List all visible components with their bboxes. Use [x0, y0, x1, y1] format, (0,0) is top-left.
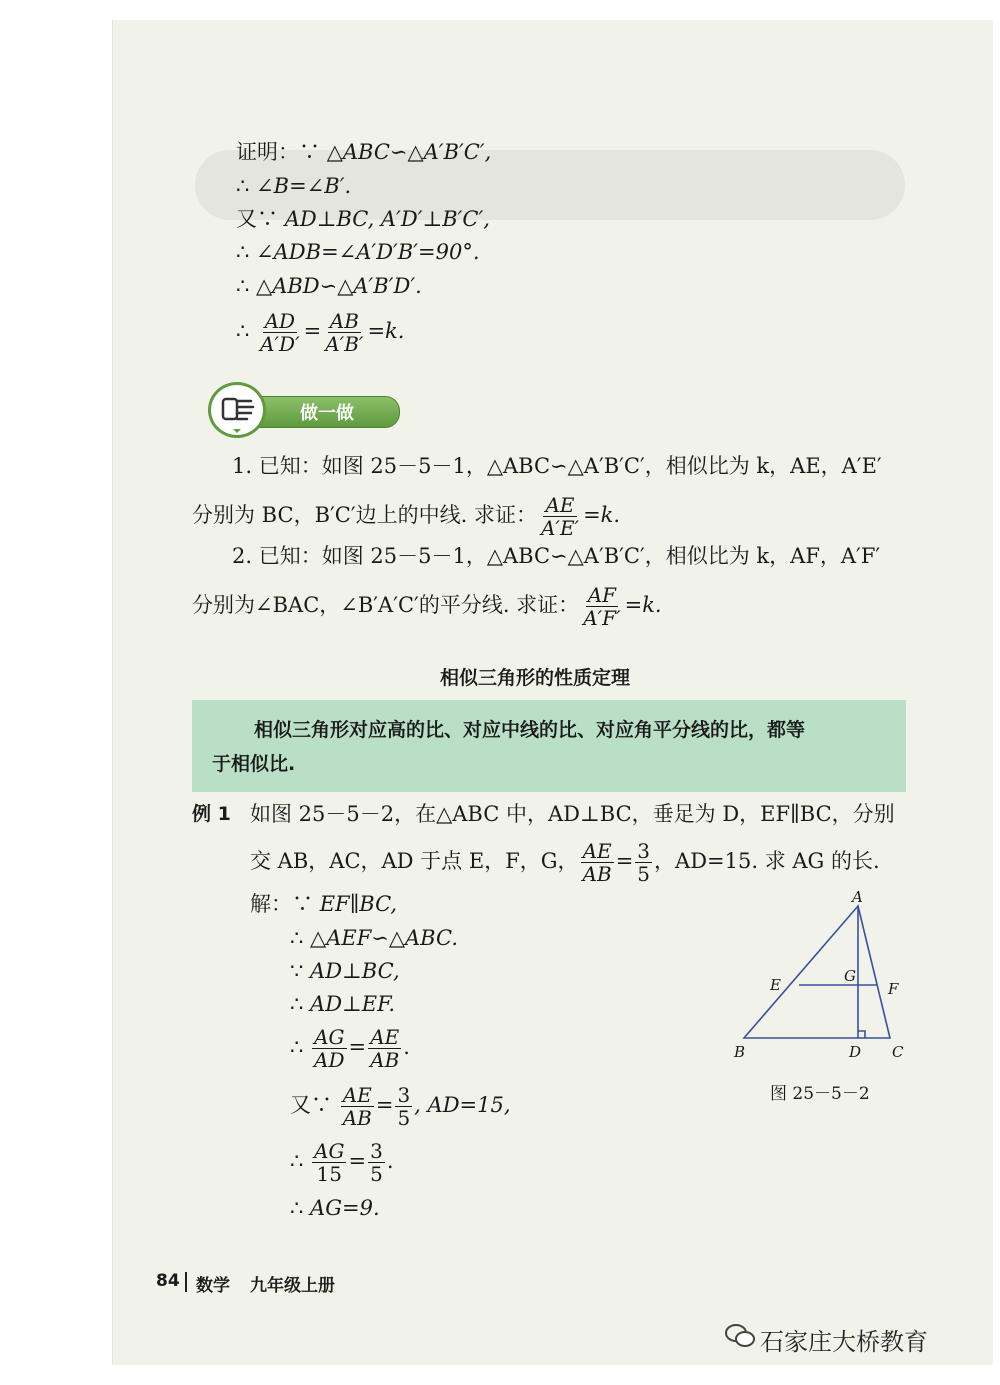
fraction-numerator: AE	[582, 839, 612, 863]
solution-line-5	[290, 1024, 410, 1071]
theorem-box	[192, 700, 906, 792]
proof-therefore: ∴	[236, 174, 257, 198]
fraction-ad-over-a-d	[258, 310, 302, 355]
equals-sign: =	[615, 849, 634, 873]
proof-text: AD⊥BC, A′D′⊥B′C′,	[284, 207, 490, 231]
footer-grade: 九年级上册	[250, 1276, 335, 1296]
fraction-numerator: AE	[545, 493, 575, 517]
solution-line-3	[290, 957, 400, 985]
fraction-numerator: AF	[587, 583, 617, 607]
proof-line-6	[236, 308, 404, 355]
solution-text: EF∥BC,	[319, 892, 398, 916]
proof-text: △ABC∽△A′B′C′,	[326, 140, 492, 164]
fraction-denominator: AB	[370, 1048, 400, 1072]
proof-line-4	[236, 238, 480, 266]
solution-text: .	[386, 1149, 394, 1173]
solution-text: AG=9.	[310, 1196, 380, 1220]
exercise-text: =k.	[583, 503, 621, 527]
fraction-denominator: 5	[397, 1106, 411, 1130]
label-g: G	[844, 967, 856, 985]
exercise-1-line-1	[232, 452, 882, 480]
theorem-line-1: 相似三角形对应高的比、对应中线的比、对应角平分线的比，都等	[254, 719, 806, 741]
solution-text: , AD=15,	[414, 1093, 511, 1117]
proof-also-because: 又∵	[236, 207, 285, 231]
example-line-2	[250, 838, 880, 885]
solution-therefore: ∴	[290, 1035, 311, 1059]
fraction-denominator: 15	[316, 1162, 342, 1186]
triangle-abc	[744, 906, 890, 1038]
label-e: E	[770, 976, 781, 994]
fraction-denominator: 5	[637, 862, 651, 886]
exercise-1-line-2	[192, 492, 620, 539]
watermark-text: 石家庄大桥教育	[760, 1328, 928, 1356]
equals-sign: =	[303, 319, 322, 343]
fraction-three-fifths	[635, 840, 652, 885]
example-text: ，AD=15. 求 AG 的长.	[654, 849, 880, 873]
fraction-denominator: AD	[314, 1048, 345, 1072]
equals-sign: =	[348, 1149, 367, 1173]
fraction-numerator: 3	[397, 1083, 411, 1107]
fraction-denominator: AB	[582, 862, 612, 886]
example-text: 交 AB，AC，AD 于点 E，F，G，	[250, 849, 579, 873]
label-d: D	[849, 1043, 862, 1061]
fraction-three-fifths	[368, 1140, 385, 1185]
figure-caption: 图 25－5－2	[770, 1084, 870, 1104]
wechat-icon	[724, 1322, 756, 1350]
fraction-numerator: AG	[314, 1139, 345, 1163]
solution-also-because: 又∵	[290, 1093, 339, 1117]
proof-therefore: ∴	[236, 240, 257, 264]
activity-banner	[208, 382, 398, 438]
fraction-af-over-a-f	[581, 584, 622, 629]
fraction-ae-over-a-e	[539, 494, 581, 539]
exercise-text: 2. 已知：如图 25－5－1，△ABC∽△A′B′C′，相似比为 k，AF，A′F′	[232, 544, 881, 568]
equals-sign: =	[348, 1035, 367, 1059]
fraction-ae-over-ab	[368, 1026, 401, 1071]
page-number: 84	[156, 1271, 180, 1291]
proof-line-3	[236, 205, 490, 233]
solution-text: AD⊥BC,	[310, 959, 400, 983]
proof-text: ∠B=∠B′.	[256, 174, 352, 198]
equals-sign: =	[375, 1093, 394, 1117]
fraction-numerator: 3	[637, 839, 651, 863]
solution-because: ∵	[290, 959, 311, 983]
triangle-figure	[730, 888, 910, 1068]
proof-because: 证明：∵	[236, 140, 327, 164]
label-f: F	[888, 980, 899, 998]
proof-therefore: ∴	[236, 319, 257, 343]
solution-text: .	[403, 1035, 410, 1059]
footer-subject: 数学	[196, 1276, 230, 1296]
fraction-denominator: A′B′	[325, 332, 364, 356]
solution-line-1	[250, 890, 397, 918]
solution-text: △AEF∽△ABC.	[310, 926, 458, 950]
exercise-2-line-2	[192, 582, 662, 629]
theorem-line-2: 于相似比.	[212, 753, 296, 775]
solution-line-7	[290, 1138, 394, 1185]
proof-text: =k.	[367, 319, 405, 343]
fraction-numerator: AE	[342, 1083, 372, 1107]
proof-line-2	[236, 172, 351, 200]
example-label: 例 1	[192, 803, 231, 825]
example-line-1: 如图 25－5－2，在△ABC 中，AD⊥BC，垂足为 D，EF∥BC，分别	[250, 802, 895, 826]
fraction-ae-over-ab	[341, 1084, 374, 1129]
solution-therefore: ∴	[290, 992, 311, 1016]
solution-text: AD⊥EF.	[310, 992, 396, 1016]
proof-therefore: ∴	[236, 274, 257, 298]
right-angle-mark	[858, 1031, 865, 1038]
exercise-2-line-1	[232, 542, 880, 570]
exercise-text: 分别为 BC，B′C′边上的中线. 求证：	[192, 503, 537, 527]
solution-line-4	[290, 990, 395, 1018]
proof-line-5	[236, 272, 422, 300]
fraction-ag-over-15	[312, 1140, 346, 1185]
activity-label: 做一做	[300, 403, 354, 424]
hand-icon	[208, 382, 266, 438]
exercise-text: 1. 已知：如图 25－5－1，△ABC∽△A′B′C′，相似比为 k，AE，A′E′	[232, 454, 882, 478]
proof-line-1	[236, 138, 491, 166]
proof-text: △ABD∽△A′B′D′.	[256, 274, 422, 298]
label-a: A	[852, 888, 863, 906]
solution-line-2	[290, 924, 458, 952]
exercise-text: 分别为∠BAC，∠B′A′C′的平分线. 求证：	[192, 593, 580, 617]
solution-because: 解：∵	[250, 892, 320, 916]
solution-therefore: ∴	[290, 926, 311, 950]
fraction-ag-over-ad	[312, 1026, 346, 1071]
fraction-numerator: AD	[264, 309, 296, 333]
label-b: B	[734, 1043, 746, 1061]
solution-therefore: ∴	[290, 1149, 311, 1173]
fraction-denominator: A′F′	[583, 606, 621, 630]
section-title: 相似三角形的性质定理	[440, 667, 631, 689]
proof-text: ∠ADB=∠A′D′B′=90°.	[256, 240, 480, 264]
fraction-denominator: 5	[370, 1162, 383, 1186]
fraction-denominator: AB	[342, 1106, 372, 1130]
fraction-three-fifths	[395, 1084, 412, 1129]
fraction-numerator: AE	[370, 1025, 400, 1049]
footer-divider	[185, 1272, 187, 1292]
fraction-denominator: A′E′	[540, 516, 580, 540]
fraction-ae-over-ab	[581, 840, 614, 885]
fraction-numerator: AB	[329, 309, 359, 333]
solution-line-8	[290, 1194, 380, 1222]
fraction-numerator: 3	[370, 1139, 383, 1163]
exercise-text: =k.	[624, 593, 662, 617]
solution-therefore: ∴	[290, 1196, 311, 1220]
label-c: C	[892, 1043, 904, 1061]
fraction-numerator: AG	[314, 1025, 345, 1049]
fraction-ab-over-a-b	[323, 310, 365, 355]
solution-line-6	[290, 1082, 511, 1129]
fraction-denominator: A′D′	[260, 332, 300, 356]
